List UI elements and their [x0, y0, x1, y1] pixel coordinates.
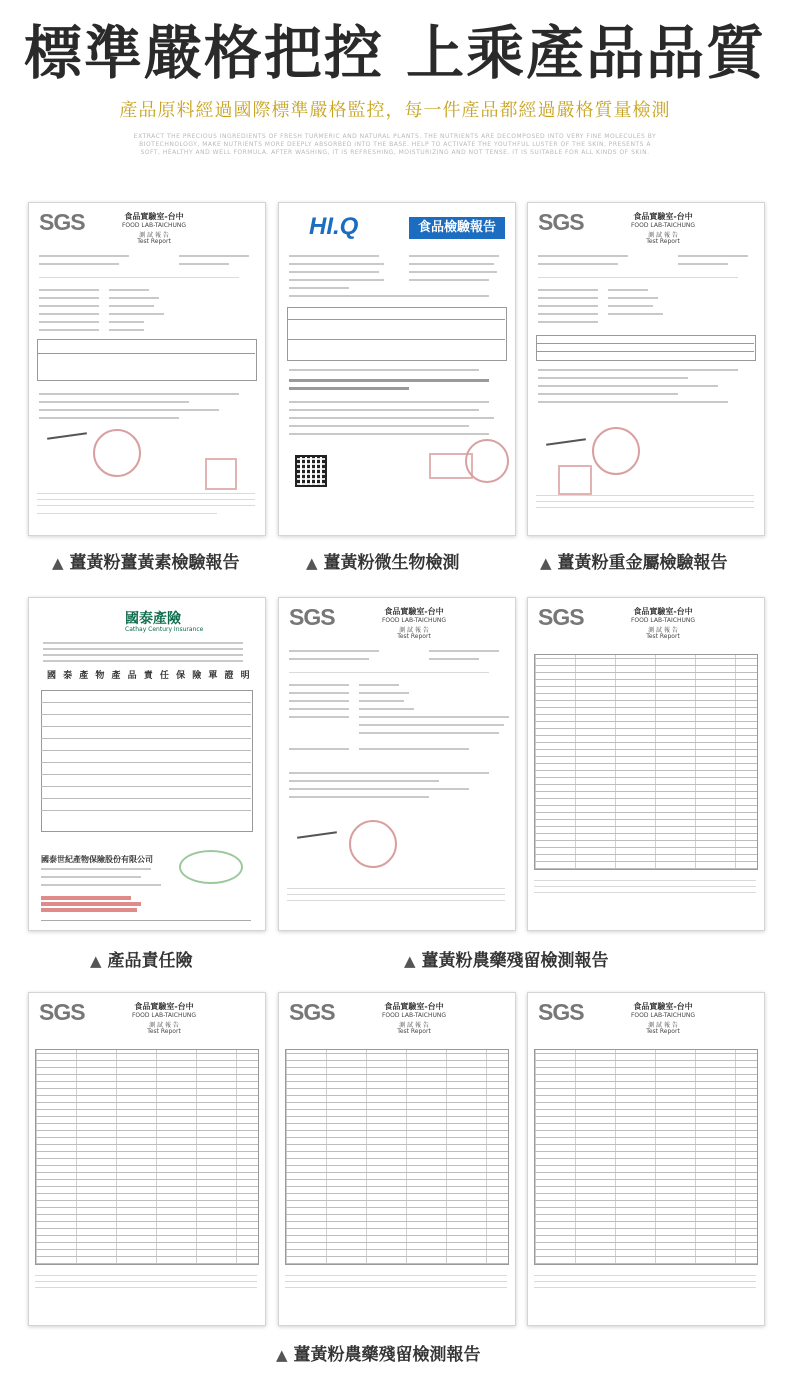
sgs-logo: SGS [538, 604, 584, 630]
caption-insurance: ▲ 產品責任險 [90, 951, 193, 971]
report-title-en: Test Report [137, 238, 171, 245]
report-title-en: Test Report [397, 633, 431, 640]
triangle-up-icon: ▲ [540, 554, 552, 572]
report-heavy-metal [527, 202, 765, 536]
report-pesticide-5 [527, 992, 765, 1326]
lab-name-cn: 食品實驗室-台中 [384, 607, 444, 616]
lab-name-cn: 食品實驗室-台中 [134, 1002, 194, 1011]
hiq-logo: HI.Q [309, 213, 359, 240]
sgs-logo: SGS [538, 209, 584, 235]
insurance-title: 國 泰 產 物 產 品 責 任 保 險 單 證 明 [47, 671, 252, 681]
report-pesticide-3 [28, 992, 266, 1326]
report-title-cn: 測 試 報 告 [399, 627, 429, 634]
lab-name-cn: 食品實驗室-台中 [633, 607, 693, 616]
triangle-up-icon: ▲ [90, 952, 102, 970]
sgs-logo: SGS [289, 999, 335, 1025]
fine-print: EXTRACT THE PRECIOUS INGREDIENTS OF FRESH TURMERIC AND NATURAL PLANTS. THE NUTRIENTS ARE DECOMPOSED INTO VERY FINE MOLECULES BY BIOTECHNOLOGY, MAKE NUTRIENTS MORE DEEPLY ABSORBED INTO THE BASE. HELP TO ACTIVATE THE YOUTHFUL LUSTER OF THE SKIN, PRESENTS A SOFT, HEALTHY AND WELL FORMULA. AFTER WASHING, IT IS REFRESHING, MOISTURIZING AND NOT TENSE. IT IS SUITABLE FOR ALL KINDS OF SKIN. [133, 133, 657, 156]
report-title-cn: 測 試 報 告 [149, 1022, 179, 1029]
report-title-cn: 測 試 報 告 [139, 232, 169, 239]
report-title-cn: 測 試 報 告 [399, 1022, 429, 1029]
triangle-up-icon: ▲ [306, 554, 318, 572]
report-title-en: Test Report [646, 633, 680, 640]
caption-curcumin-report: ▲ 薑黃粉薑黃素檢驗報告 [52, 553, 240, 573]
lab-name-cn: 食品實驗室-台中 [633, 212, 693, 221]
caption-pesticide-report: ▲ 薑黃粉農藥殘留檢測報告 [404, 951, 609, 971]
caption-heavy-metal-report: ▲ 薑黃粉重金屬檢驗報告 [540, 553, 728, 573]
report-microbial [278, 202, 516, 536]
page-subline: 產品原料經過國際標準嚴格監控，每一件產品都經過嚴格質量檢測 [119, 100, 671, 121]
lab-name-en: FOOD LAB-TAICHUNG [630, 1012, 696, 1019]
report-curcumin [28, 202, 266, 536]
report-title-en: Test Report [646, 1028, 680, 1035]
insurance-certificate [28, 597, 266, 931]
triangle-up-icon: ▲ [276, 1346, 288, 1364]
caption-microbial-report: ▲ 薑黃粉微生物檢測 [306, 553, 460, 573]
page-headline: 標準嚴格把控 上乘產品品質 [23, 19, 767, 87]
report-pesticide-1 [278, 597, 516, 931]
report-pesticide-4 [278, 992, 516, 1326]
triangle-up-icon: ▲ [52, 554, 64, 572]
report-title-en: Test Report [147, 1028, 181, 1035]
lab-name-en: FOOD LAB-TAICHUNG [630, 222, 696, 229]
sgs-logo: SGS [289, 604, 335, 630]
lab-name-en: FOOD LAB-TAICHUNG [381, 1012, 447, 1019]
lab-name-en: FOOD LAB-TAICHUNG [630, 617, 696, 624]
lab-name-cn: 食品實驗室-台中 [124, 212, 184, 221]
caption-pesticide-report-2: ▲ 薑黃粉農藥殘留檢測報告 [276, 1345, 481, 1365]
cathay-logo: 國泰產險 [125, 611, 181, 627]
report-title-cn: 測 試 報 告 [648, 1022, 678, 1029]
lab-name-en: FOOD LAB-TAICHUNG [131, 1012, 197, 1019]
lab-name-en: FOOD LAB-TAICHUNG [121, 222, 187, 229]
lab-name-cn: 食品實驗室-台中 [633, 1002, 693, 1011]
report-title-en: Test Report [397, 1028, 431, 1035]
report-title-cn: 測 試 報 告 [648, 232, 678, 239]
lab-name-cn: 食品實驗室-台中 [384, 1002, 444, 1011]
report-title-en: Test Report [646, 238, 680, 245]
hiq-banner: 食品檢驗報告 [409, 217, 505, 239]
report-pesticide-2 [527, 597, 765, 931]
sgs-logo: SGS [39, 999, 85, 1025]
cathay-logo-en: Cathay Century Insurance [125, 626, 204, 633]
triangle-up-icon: ▲ [404, 952, 416, 970]
sgs-logo: SGS [39, 209, 85, 235]
sgs-logo: SGS [538, 999, 584, 1025]
report-title-cn: 測 試 報 告 [648, 627, 678, 634]
lab-name-en: FOOD LAB-TAICHUNG [381, 617, 447, 624]
insurance-company-footer: 國泰世紀產物保險股份有限公司 [41, 855, 153, 864]
qr-code-icon [295, 455, 327, 487]
